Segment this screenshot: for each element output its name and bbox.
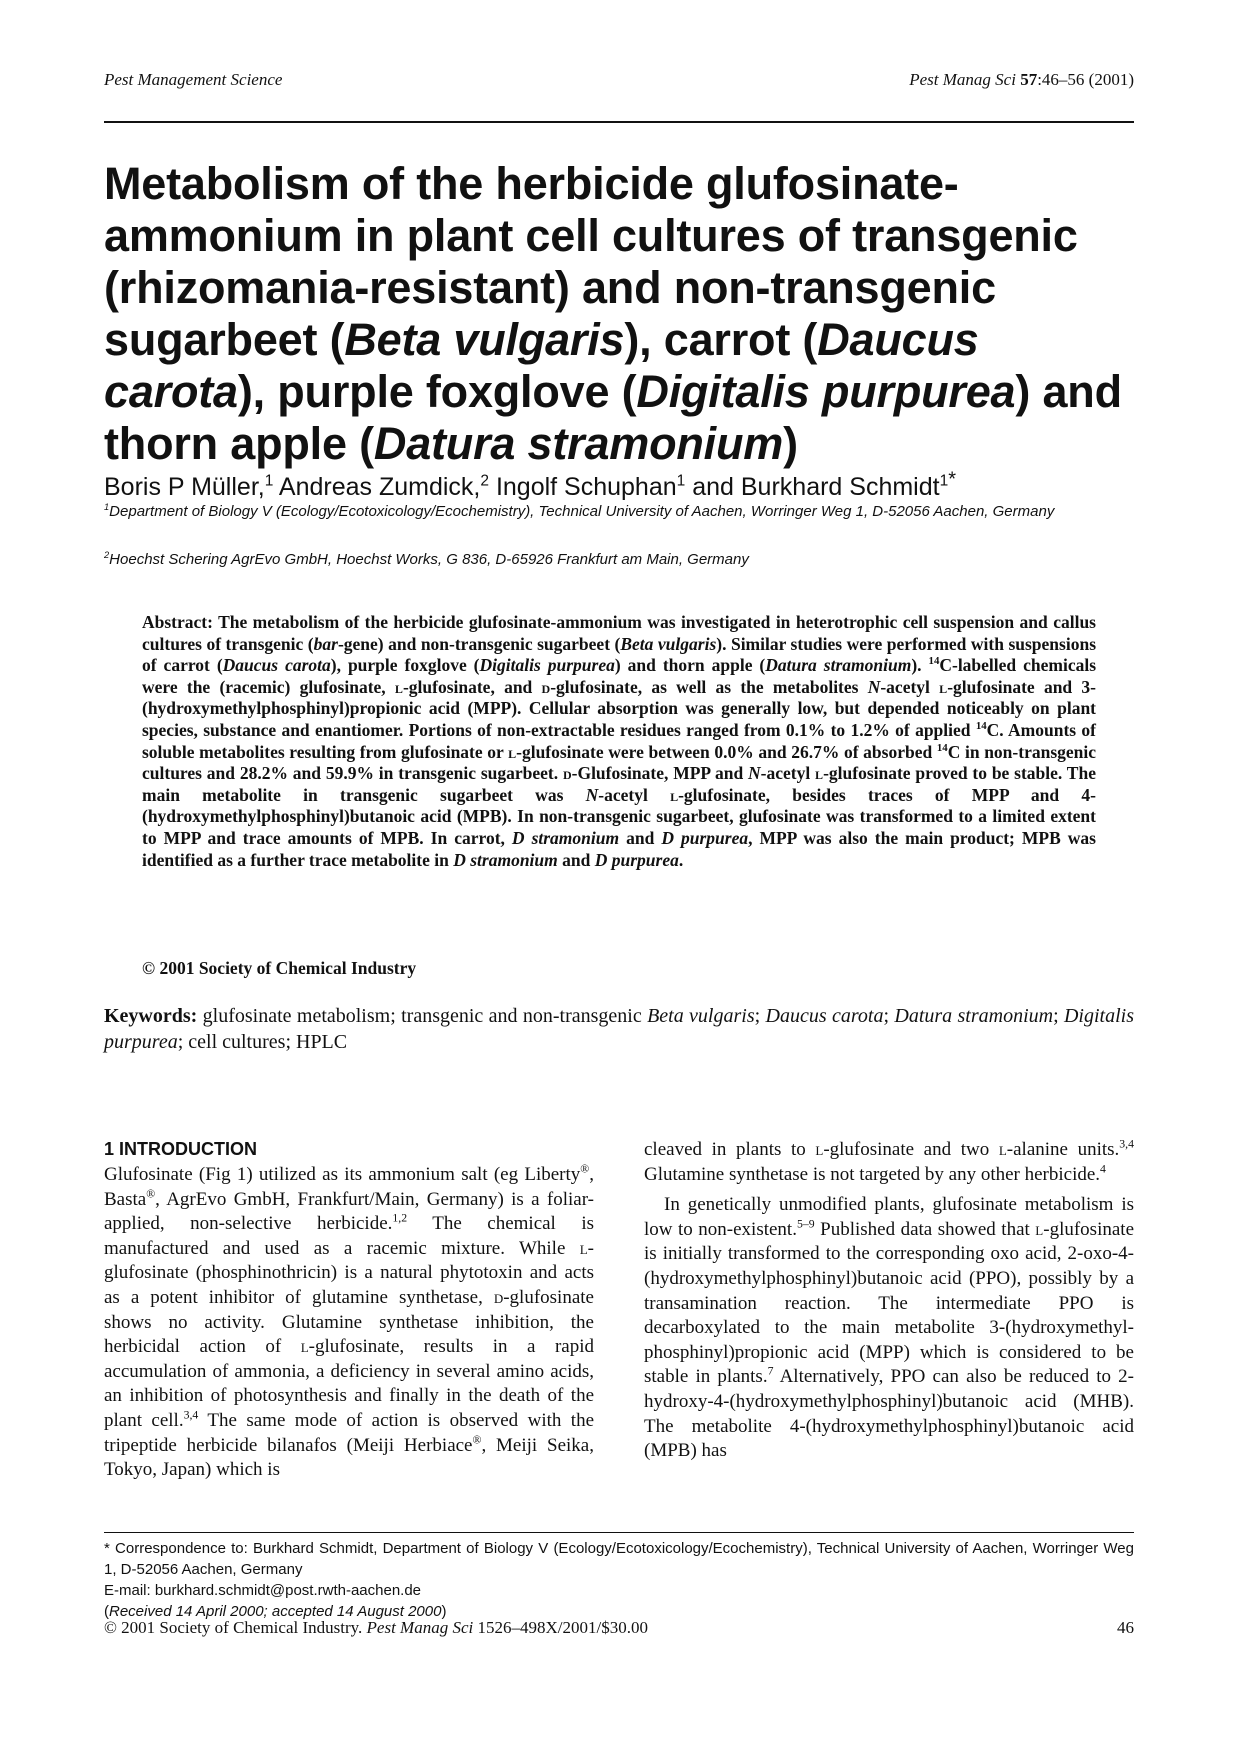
registered-mark: ®: [580, 1162, 590, 1176]
abstract-italic: D purpurea: [661, 827, 749, 848]
abstract-copyright: © 2001 Society of Chemical Industry: [142, 958, 417, 978]
enantiomer-prefix: d: [562, 763, 572, 784]
enantiomer-prefix: l: [508, 741, 517, 762]
abstract-italic: N: [867, 676, 881, 697]
abstract-text: -acetyl: [598, 784, 671, 805]
email-note: E-mail: burkhard.schmidt@post.rwth-aachen.de: [104, 1582, 422, 1599]
affiliation-2: [104, 549, 1134, 570]
body-text: , Meiji Seika, Tokyo, Japan) which is: [104, 1434, 594, 1481]
citation: [909, 70, 1134, 90]
abstract-text: -acetyl: [880, 676, 940, 697]
enantiomer-prefix: d: [541, 676, 551, 697]
abstract-text: ) and thorn apple (: [614, 655, 766, 676]
title-text: ), carrot (: [624, 314, 818, 365]
abstract-text: C. Amounts of soluble metabolites resulting from glufosinate or: [142, 719, 1096, 762]
abstract-text: and: [557, 849, 595, 870]
body-text: -glufosinate and two: [823, 1139, 999, 1160]
body-text: , AgrEvo GmbH, Frankfurt/Main, Germany) is a foliar-applied, non-selective herbicide.: [104, 1188, 594, 1235]
header-rule: [104, 121, 1134, 123]
abstract-text: C in non-transgenic cultures and 28.2% and 59.9% in transgenic sugarbeet.: [142, 741, 1097, 784]
body-text: In genetically unmodified plants, glufosinate metabolism is low to non-existent.: [644, 1194, 1134, 1240]
affiliation-marker: 2: [480, 472, 489, 490]
affiliation-text: Hoechst Schering AgrEvo GmbH, Hoechst Works, G 836, D-65926 Frankfurt am Main, Germany: [109, 551, 749, 568]
enantiomer-prefix: l: [300, 1336, 309, 1358]
body-text: -glufosinate, results in a rapid accumulation of ammonia, a deficiency in several amino acids, an inhibition of photosynthesis and finally in the death of the plant cell.: [104, 1336, 594, 1431]
author-name: Andreas Zumdick,: [273, 473, 481, 501]
isotope-superscript: 14: [975, 720, 987, 733]
abstract-italic: Datura stramonium: [765, 655, 912, 676]
title-species: Daucus carota: [104, 314, 979, 417]
abstract-italic: Beta vulgaris: [620, 633, 717, 654]
journal-name: Pest Management Science: [104, 70, 283, 89]
keyword-species: Beta vulgaris: [647, 1005, 755, 1027]
body-text: -glufosinate is initially transformed to the corresponding oxo acid, 2-oxo-4-(hydroxymethylphosphinyl)butanoic acid (PPO), possibly by a transamination reaction. The intermediate PPO is decarboxylated to the main metabolite 3-(hydroxymethyl-phosphinyl)propionic acid (MPP) which is considered to be stable in plants.: [644, 1218, 1135, 1388]
title-text: ) and thorn apple (: [104, 366, 1122, 469]
abstract-italic: bar: [313, 633, 338, 654]
citation-superscript: 4: [1100, 1162, 1106, 1176]
enantiomer-prefix: l: [670, 784, 679, 805]
enantiomer-prefix: l: [998, 1139, 1007, 1160]
keywords-label: Keywords:: [104, 1005, 198, 1027]
title-text: ), purple foxglove (: [237, 366, 637, 417]
abstract-italic: D stramonium: [453, 849, 558, 870]
abstract-text: .: [678, 849, 684, 870]
page-number: 46: [1117, 1618, 1134, 1637]
title-species: Datura stramonium: [373, 418, 784, 469]
section-heading-introduction: 1 INTRODUCTION: [104, 1139, 257, 1159]
body-text: Glufosinate (Fig 1) utilized as its ammonium salt (eg Liberty: [104, 1164, 581, 1185]
author-list: [104, 468, 1134, 502]
abstract-italic: D purpurea: [594, 849, 679, 870]
abstract-text: -gene) and non-transgenic sugarbeet (: [337, 633, 621, 654]
keywords-text: glufosinate metabolism; transgenic and non-transgenic: [197, 1005, 648, 1027]
abstract-text: -glufosinate proved to be stable. The main metabolite in transgenic sugarbeet was: [142, 763, 1096, 805]
body-text: cleaved in plants to: [644, 1139, 816, 1160]
abstract-italic: N: [585, 784, 599, 805]
body-text: -glufosinate (phosphinothricin) is a natural phytotoxin and acts as a potent inhibitor of glutamine synthetase,: [104, 1237, 594, 1308]
footer-issn: 1526–498X/2001/$30.00: [473, 1618, 648, 1637]
affiliation-marker: 1: [264, 472, 274, 490]
title-species: Beta vulgaris: [344, 314, 625, 365]
isotope-superscript: 14: [928, 655, 940, 668]
keyword-species: Digitalis purpurea: [104, 1005, 1134, 1053]
body-text: Glutamine synthetase is not targeted by any other herbicide.: [644, 1163, 1101, 1185]
body-text: Alternatively, PPO can also be reduced to 2-hydroxy-4-(hydroxymethylphosphinyl)butanoic acid (MHB). The metabolite 4-(hydroxymethylphosphinyl)butanoic acid (MPB) has: [644, 1366, 1135, 1462]
keywords-text: ;: [1053, 1005, 1064, 1027]
registered-mark: ®: [146, 1187, 156, 1201]
corresponding-marker: *: [948, 468, 956, 491]
title-text: Metabolism of the herbicide glufosinate-ammonium in plant cell cultures of transgenic (rhizomania-resistant) and non-transgenic sugarbeet (: [104, 158, 1078, 365]
enantiomer-prefix: l: [815, 763, 824, 784]
body-text: Published data showed that: [814, 1218, 1036, 1240]
citation-superscript: 3,4: [1119, 1137, 1134, 1151]
author-name: Boris P Müller,: [104, 473, 265, 501]
keywords-text: ;: [883, 1005, 895, 1027]
received-dates: Received 14 April 2000; accepted 14 August 2000: [109, 1603, 442, 1620]
isotope-superscript: 14: [936, 741, 948, 754]
title-text: ): [783, 418, 798, 469]
abstract-text: -Glufosinate, MPP and: [571, 763, 749, 784]
abstract-italic: Digitalis purpurea: [479, 655, 615, 676]
citation-superscript: 3,4: [183, 1408, 199, 1422]
body-text: The chemical is manufactured and used as a racemic mixture. While: [104, 1213, 594, 1259]
enantiomer-prefix: l: [394, 676, 403, 697]
body-column-left: [104, 1138, 594, 1483]
abstract-text: -glufosinate were between 0.0% and 26.7% of absorbed: [516, 741, 937, 762]
keywords: [104, 1003, 1134, 1055]
abstract-italic: D stramonium: [511, 827, 620, 848]
footnotes: [104, 1538, 1134, 1622]
abstract-text: -glufosinate, as well as the metabolites: [550, 676, 868, 697]
citation-superscript: 1,2: [392, 1211, 408, 1225]
abstract-text: -glufosinate and 3-(hydroxymethylphosphinyl)propionic acid (MPP). Cellular absorption was generally low, but depended noticeably on plant species, substance and enantiomer. Portions of non-extractable residues ranged from 0.1% to 1.2% of applied: [142, 676, 1096, 740]
abstract-text: ), purple foxglove (: [330, 655, 480, 676]
article-title: [104, 158, 1144, 470]
footnote-rule: [104, 1532, 1134, 1533]
enantiomer-prefix: d: [493, 1286, 504, 1308]
abstract-text: ). Similar studies were performed with suspensions of carrot (: [142, 633, 1097, 676]
received-note: (Received 14 April 2000; accepted 14 August 2000): [104, 1603, 447, 1620]
citation-journal: Pest Manag Sci: [909, 70, 1016, 89]
footer-copyright-text: © 2001 Society of Chemical Industry.: [104, 1618, 367, 1637]
body-column-right: [644, 1138, 1134, 1464]
abstract-text: , MPP was also the main product; MPB was identified as a further trace metabolite in: [142, 827, 1096, 870]
affiliation-marker: 2: [104, 550, 110, 560]
abstract-text: -glufosinate, and: [402, 676, 542, 697]
affiliation-marker: 1: [939, 472, 949, 490]
body-text: -alanine units.: [1006, 1139, 1120, 1160]
title-species: Digitalis purpurea: [636, 366, 1016, 417]
keyword-species: Daucus carota: [765, 1005, 884, 1027]
affiliation-marker: 1: [104, 502, 110, 512]
affiliation-marker: 1: [676, 472, 686, 490]
keywords-text: ; cell cultures; HPLC: [177, 1031, 348, 1053]
abstract-text: ).: [911, 655, 929, 676]
enantiomer-prefix: l: [939, 676, 948, 697]
citation-pages: :46–56 (2001): [1037, 70, 1134, 89]
enantiomer-prefix: l: [815, 1139, 824, 1160]
abstract-text: and: [619, 827, 662, 848]
registered-mark: ®: [472, 1433, 482, 1447]
body-text: -glufosinate shows no activity. Glutamine synthetase inhibition, the herbicidal action of: [104, 1286, 594, 1358]
abstract-text: -glufosinate, besides traces of MPP and 4-(hydroxymethylphosphinyl)butanoic acid (MPB). In non-transgenic sugarbeet, glufosinate was transformed to a limited extent to MPP and trace amounts of MPB. In carrot,: [142, 784, 1096, 848]
abstract: [142, 612, 1096, 871]
abstract-text: C-labelled chemicals were the (racemic) glufosinate,: [142, 655, 1097, 697]
abstract-text: Abstract: The metabolism of the herbicide glufosinate-ammonium was investigated in heterotrophic cell suspension and callus cultures of transgenic (: [142, 612, 1096, 654]
citation-superscript: 5–9: [796, 1217, 815, 1231]
keywords-text: ;: [754, 1005, 766, 1027]
citation-volume: 57: [1020, 70, 1038, 89]
footer-copyright: [104, 1618, 648, 1638]
abstract-italic: N: [748, 763, 761, 784]
author-name: Ingolf Schuphan: [489, 473, 677, 501]
affiliation-text: Department of Biology V (Ecology/Ecotoxicology/Ecochemistry), Technical University of Aachen, Worringer Weg 1, D-52056 Aachen, Germany: [109, 503, 1055, 520]
abstract-text: -acetyl: [760, 763, 816, 784]
keyword-species: Datura stramonium: [894, 1005, 1054, 1027]
affiliation-1: [104, 501, 1134, 522]
intro-paragraph-2: [644, 1193, 1134, 1464]
enantiomer-prefix: l: [579, 1237, 588, 1259]
footer-journal: Pest Manag Sci: [366, 1618, 474, 1637]
body-text: , Basta: [104, 1164, 594, 1210]
abstract-italic: Daucus carota: [222, 655, 331, 676]
citation-superscript: 7: [767, 1365, 774, 1379]
intro-paragraph-1: [104, 1163, 594, 1483]
body-text: The same mode of action is observed with the tripeptide herbicide bilanafos (Meiji Herbiace: [104, 1409, 595, 1456]
author-name: and Burkhard Schmidt: [685, 473, 940, 501]
intro-paragraph-1-continued: [644, 1138, 1134, 1187]
enantiomer-prefix: l: [1035, 1218, 1044, 1240]
correspondence-note: * Correspondence to: Burkhard Schmidt, Department of Biology V (Ecology/Ecotoxicology/Ecochemistry), Technical University of Aachen, Worringer Weg 1, D-52056 Aachen, Germany: [104, 1540, 1134, 1578]
